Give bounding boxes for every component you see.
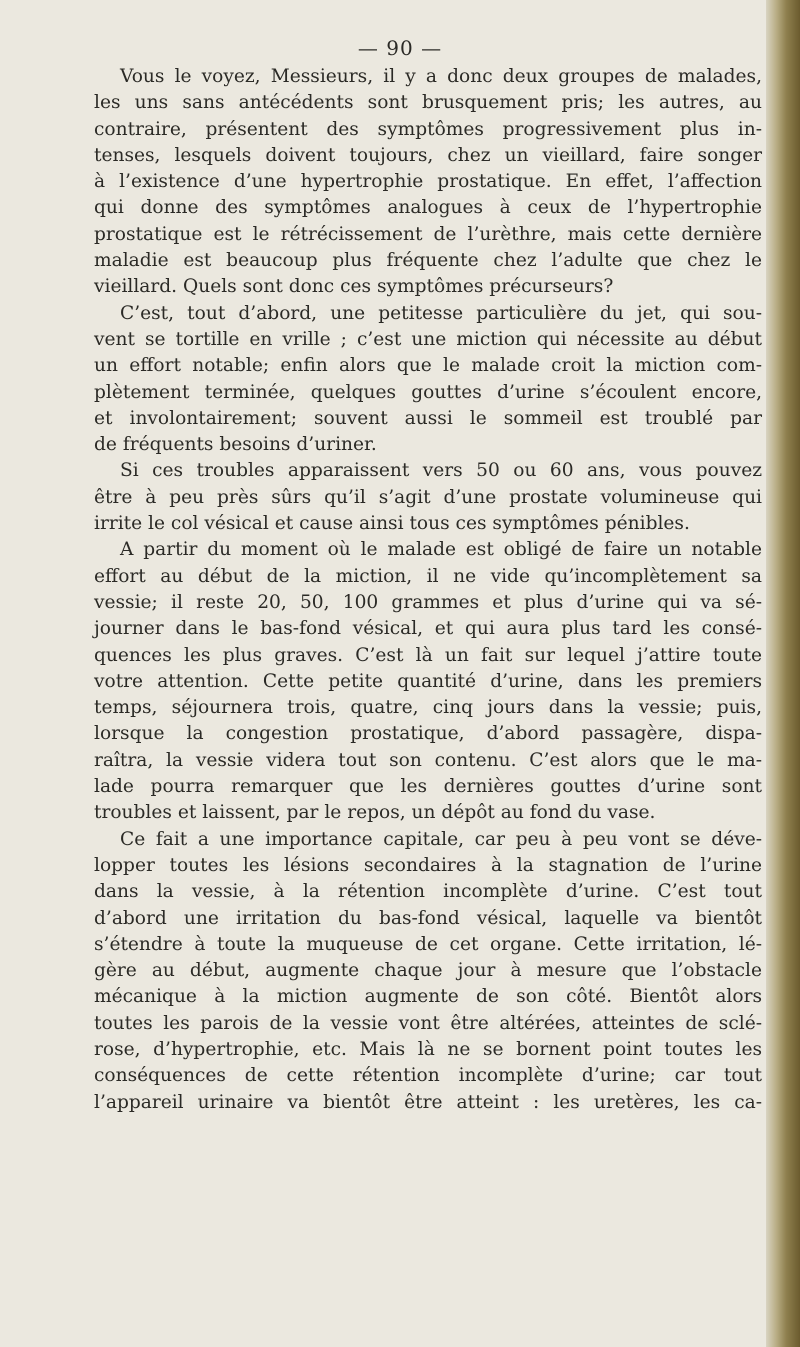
page-binding-edge (766, 0, 800, 1347)
text-line: les uns sans antécédents sont brusquement pris; les autres, au (94, 92, 762, 114)
text-line: à l’existence d’une hypertrophie prostatique. En effet, l’affection (94, 171, 762, 193)
text-line: Vous le voyez, Messieurs, il y a donc deux groupes de malades, (120, 66, 762, 87)
text-line: mécanique à la miction augmente de son côté. Bientôt alors (94, 986, 762, 1008)
text-line: lorsque la congestion prostatique, d’abord passagère, dispa- (94, 723, 762, 745)
text-line: qui donne des symptômes analogues à ceux de l’hypertrophie (94, 197, 762, 219)
body-text (94, 64, 762, 1116)
text-line: s’étendre à toute la muqueuse de cet organe. Cette irritation, lé- (94, 933, 762, 955)
text-line: raîtra, la vessie videra tout son contenu. C’est alors que le ma- (94, 749, 762, 771)
text-line: C’est, tout d’abord, une petitesse particulière du jet, qui sou- (120, 302, 762, 324)
text-line: Ce fait a une importance capitale, car peu à peu vont se déve- (120, 828, 762, 850)
text-line: votre attention. Cette petite quantité d’urine, dans les premiers (94, 670, 762, 692)
text-line: tenses, lesquels doivent toujours, chez un vieillard, faire songer (94, 144, 762, 166)
text-line: de fréquents besoins d’uriner. (94, 434, 377, 456)
text-line: vieillard. Quels sont donc ces symptômes précurseurs? (94, 276, 614, 298)
text-line: A partir du moment où le malade est obligé de faire un notable (120, 539, 762, 561)
text-line: contraire, présentent des symptômes progressivement plus in- (94, 118, 762, 140)
text-line: d’abord une irritation du bas-fond vésical, laquelle va bientôt (94, 907, 762, 929)
text-line: gère au début, augmente chaque jour à mesure que l’obstacle (94, 960, 762, 982)
text-line: vessie; il reste 20, 50, 100 grammes et plus d’urine qui va sé- (94, 591, 762, 613)
text-line: un effort notable; enfin alors que le malade croit la miction com- (94, 355, 762, 377)
text-line: être à peu près sûrs qu’il s’agit d’une prostate volumineuse qui (94, 486, 762, 508)
text-line: quences les plus graves. C’est là un fait sur lequel j’attire toute (94, 644, 762, 666)
text-line: et involontairement; souvent aussi le sommeil est troublé par (94, 407, 762, 429)
text-line: plètement terminée, quelques gouttes d’urine s’écoulent encore, (94, 381, 762, 403)
text-line: irrite le col vésical et cause ainsi tous ces symptômes pénibles. (94, 513, 690, 535)
text-line: temps, séjournera trois, quatre, cinq jours dans la vessie; puis, (94, 697, 762, 719)
text-line: prostatique est le rétrécissement de l’urèthre, mais cette dernière (94, 223, 762, 245)
text-line: vent se tortille en vrille ; c’est une miction qui nécessite au début (94, 328, 762, 350)
text-line: lade pourra remarquer que les dernières gouttes d’urine sont (94, 776, 762, 798)
text-line: journer dans le bas-fond vésical, et qui aura plus tard les consé- (94, 618, 762, 640)
text-line: troubles et laissent, par le repos, un dépôt au fond du vase. (94, 802, 656, 824)
text-line: Si ces troubles apparaissent vers 50 ou 60 ans, vous pouvez (120, 460, 762, 482)
text-line: toutes les parois de la vessie vont être altérées, atteintes de sclé- (94, 1012, 762, 1034)
text-line: l’appareil urinaire va bientôt être atteint : les uretères, les ca- (94, 1091, 762, 1113)
text-line: effort au début de la miction, il ne vide qu’incomplètement sa (94, 565, 762, 587)
text-line: lopper toutes les lésions secondaires à la stagnation de l’urine (94, 854, 762, 876)
page-number-header: — 90 — (357, 36, 443, 60)
text-line: rose, d’hypertrophie, etc. Mais là ne se bornent point toutes les (94, 1038, 762, 1060)
text-line: maladie est beaucoup plus fréquente chez l’adulte que chez le (94, 250, 762, 272)
text-line: dans la vessie, à la rétention incomplète d’urine. C’est tout (94, 881, 762, 903)
text-line: conséquences de cette rétention incomplète d’urine; car tout (94, 1065, 762, 1087)
